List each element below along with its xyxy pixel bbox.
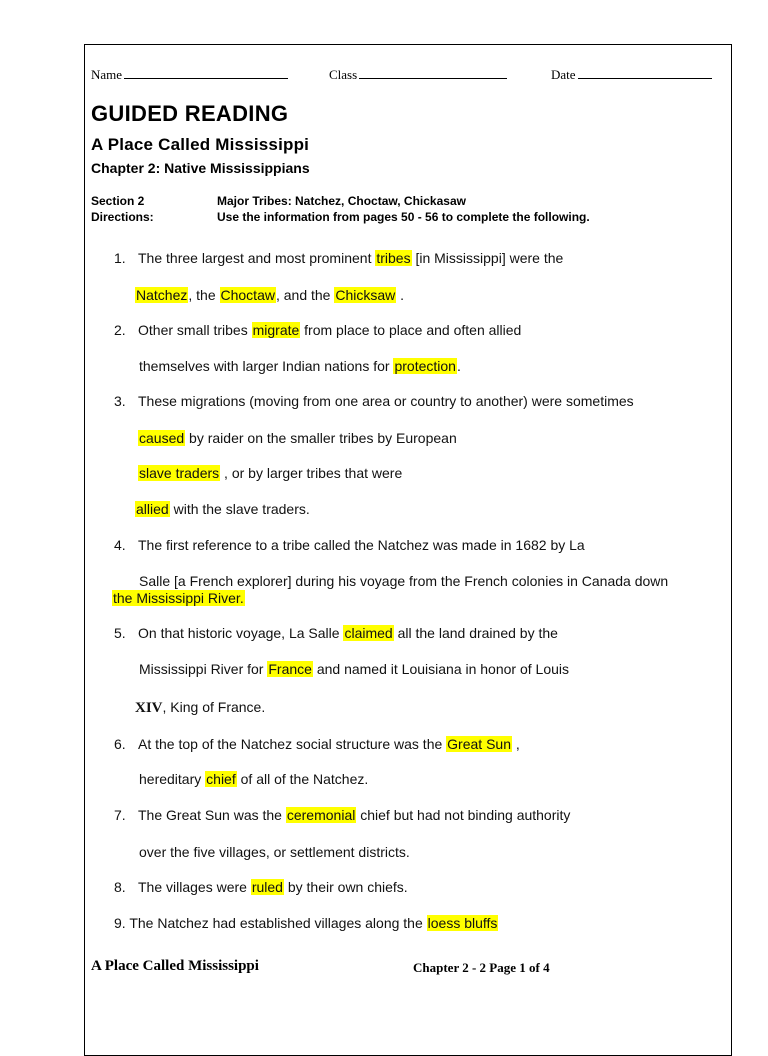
footer-page-number: Chapter 2 - 2 Page 1 of 4 <box>413 960 550 975</box>
answer-highlight: migrate <box>252 322 300 338</box>
question-7-line-1: 7. The Great Sun was the ceremonial chief but had not binding authority <box>114 807 571 823</box>
page-subtitle: A Place Called Mississippi <box>91 135 310 154</box>
answer-highlight: Choctaw <box>220 287 275 303</box>
question-3-line-3: slave traders , or by larger tribes that were <box>139 465 403 481</box>
question-4-line-1: 4. The first reference to a tribe called the Natchez was made in 1682 by La <box>114 537 585 553</box>
answer-highlight: Natchez <box>136 287 188 303</box>
question-number: 9. <box>114 915 126 931</box>
question-number: 6. <box>114 736 126 752</box>
answer-highlight: loess bluffs <box>427 915 498 931</box>
question-8-line-1: 8. The villages were ruled by their own chiefs. <box>114 879 408 895</box>
question-3-line-2: caused by raider on the smaller tribes by European <box>139 430 457 446</box>
date-blank[interactable] <box>578 66 712 79</box>
page-title: GUIDED READING <box>91 101 289 126</box>
section-value: Major Tribes: Natchez, Choctaw, Chickasaw <box>217 194 466 208</box>
question-number: 4. <box>114 537 126 553</box>
question-number: 1. <box>114 250 126 266</box>
question-6-line-2: hereditary chief of all of the Natchez. <box>139 771 369 787</box>
question-1-line-1: 1. The three largest and most prominent tribes [in Mississippi] were the <box>114 250 564 266</box>
question-6-line-1: 6. At the top of the Natchez social structure was the Great Sun , <box>114 736 520 752</box>
date-label: Date <box>551 67 576 82</box>
answer-highlight: ceremonial <box>286 807 356 823</box>
answer-highlight: protection <box>394 358 456 374</box>
directions-label: Directions: <box>91 210 154 224</box>
answer-highlight: the Mississippi River. <box>113 590 244 606</box>
name-blank[interactable] <box>124 66 288 79</box>
question-5-line-3: XIV, King of France. <box>135 699 266 716</box>
question-4-line-2: Salle [a French explorer] during his voyage from the French colonies in Canada down <box>139 573 669 589</box>
question-number: 7. <box>114 807 126 823</box>
date-field[interactable] <box>551 66 712 83</box>
name-label: Name <box>91 67 123 82</box>
answer-highlight: claimed <box>344 625 393 641</box>
class-blank[interactable] <box>359 66 507 79</box>
question-number: 8. <box>114 879 126 895</box>
answer-highlight: Chicksaw <box>335 287 396 303</box>
answer-highlight: caused <box>139 430 185 446</box>
question-9-line-1: 9. The Natchez had established villages along the loess bluffs <box>114 915 498 931</box>
directions-text: Use the information from pages 50 - 56 to complete the following. <box>217 210 590 224</box>
answer-highlight: Great Sun <box>447 736 511 752</box>
class-field[interactable] <box>329 66 507 83</box>
question-2-line-2: themselves with larger Indian nations for protection. <box>139 358 461 374</box>
question-1-line-2: Natchez, the Choctaw, and the Chicksaw . <box>136 287 405 303</box>
answer-highlight: chief <box>206 771 236 787</box>
question-number: 5. <box>114 625 126 641</box>
question-3-line-4: allied with the slave traders. <box>136 501 310 517</box>
footer-title: A Place Called Mississippi <box>91 958 259 974</box>
name-field[interactable] <box>91 66 288 83</box>
answer-highlight: ruled <box>251 879 283 895</box>
answer-highlight: tribes <box>376 250 411 266</box>
answer-highlight: slave traders <box>139 465 220 481</box>
question-number: 2. <box>114 322 126 338</box>
question-3-line-1: 3. These migrations (moving from one area or country to another) were sometimes <box>114 393 634 409</box>
answer-highlight: France <box>268 661 312 677</box>
answer-highlight: allied <box>136 501 169 517</box>
question-5-line-2: Mississippi River for France and named it Louisiana in honor of Louis <box>139 661 570 677</box>
question-4-line-3 <box>112 590 245 606</box>
class-label: Class <box>329 67 358 82</box>
chapter-heading: Chapter 2: Native Mississippians <box>91 160 310 176</box>
question-7-line-2: over the five villages, or settlement districts. <box>139 844 410 860</box>
question-5-line-1: 5. On that historic voyage, La Salle claimed all the land drained by the <box>114 625 558 641</box>
question-2-line-1: 2. Other small tribes migrate from place to place and often allied <box>114 322 522 338</box>
question-number: 3. <box>114 393 126 409</box>
section-label: Section 2 <box>91 194 145 208</box>
